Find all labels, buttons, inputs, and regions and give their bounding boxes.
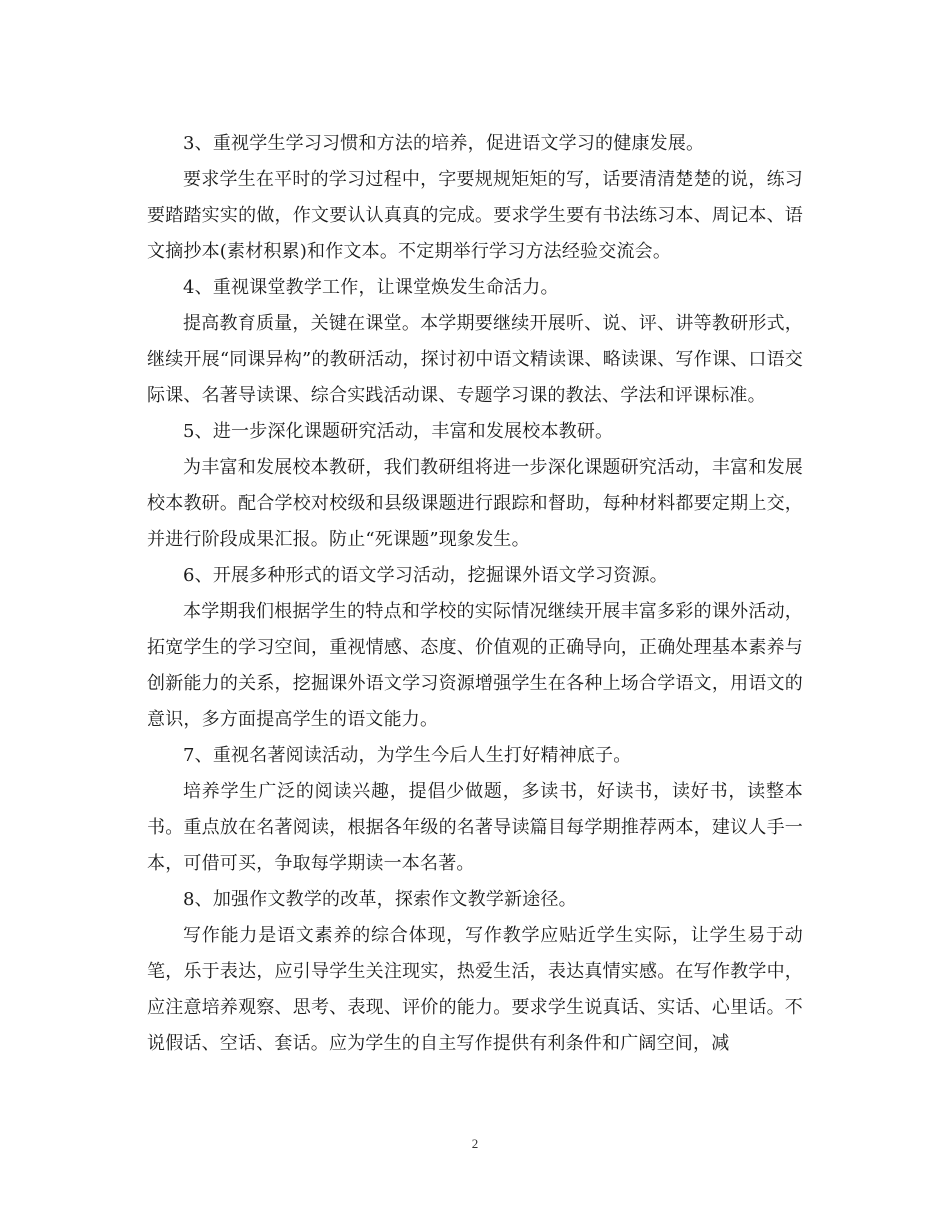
page-number: 2 <box>471 1136 479 1151</box>
section-heading: 7、重视名著阅读活动，为学生今后人生打好精神底子。 <box>183 745 632 766</box>
section-paragraph: 提高教育质量，关键在课堂。本学期要继续开展听、说、评、讲等教研形式，继续开展“同课异构”的教研活动，探讨初中语文精读课、略读课、写作课、口语交际课、名著导读课、综合实践活动课、专题学习课的教法、学法和评课标准。 <box>147 313 803 406</box>
section-heading: 5、进一步深化课题研究活动，丰富和发展校本教研。 <box>183 421 614 442</box>
section-heading: 4、重视课堂教学工作，让课堂焕发生命活力。 <box>183 277 559 298</box>
section-heading: 3、重视学生学习习惯和方法的培养，促进语文学习的健康发展。 <box>183 133 705 154</box>
section-heading: 8、加强作文教学的改革，探索作文教学新途径。 <box>183 889 577 910</box>
section-paragraph: 培养学生广泛的阅读兴趣，提倡少做题，多读书，好读书，读好书，读整本书。重点放在名著阅读，根据各年级的名著导读篇目每学期推荐两本，建议人手一本，可借可买，争取每学期读一本名著。 <box>147 781 803 874</box>
document-body <box>147 126 803 1062</box>
section-paragraph: 为丰富和发展校本教研，我们教研组将进一步深化课题研究活动，丰富和发展校本教研。配合学校对校级和县级课题进行跟踪和督助，每种材料都要定期上交，并进行阶段成果汇报。防止“死课题”现象发生。 <box>147 457 803 550</box>
section-paragraph: 本学期我们根据学生的特点和学校的实际情况继续开展丰富多彩的课外活动，拓宽学生的学习空间，重视情感、态度、价值观的正确导向，正确处理基本素养与创新能力的关系，挖掘课外语文学习资源增强学生在各种上场合学语文，用语文的意识，多方面提高学生的语文能力。 <box>147 601 803 730</box>
section-heading: 6、开展多种形式的语文学习活动，挖掘课外语文学习资源。 <box>183 565 668 586</box>
section-paragraph: 写作能力是语文素养的综合体现，写作教学应贴近学生实际，让学生易于动笔，乐于表达，应引导学生关注现实，热爱生活，表达真情实感。在写作教学中，应注意培养观察、思考、表现、评价的能力。要求学生说真话、实话、心里话。不说假话、空话、套话。应为学生的自主写作提供有利条件和广阔空间，减 <box>147 925 803 1054</box>
section-paragraph: 要求学生在平时的学习过程中，字要规规矩矩的写，话要清清楚楚的说，练习要踏踏实实的做，作文要认认真真的完成。要求学生要有书法练习本、周记本、语文摘抄本(素材积累)和作文本。不定期举行学习方法经验交流会。 <box>147 169 803 262</box>
